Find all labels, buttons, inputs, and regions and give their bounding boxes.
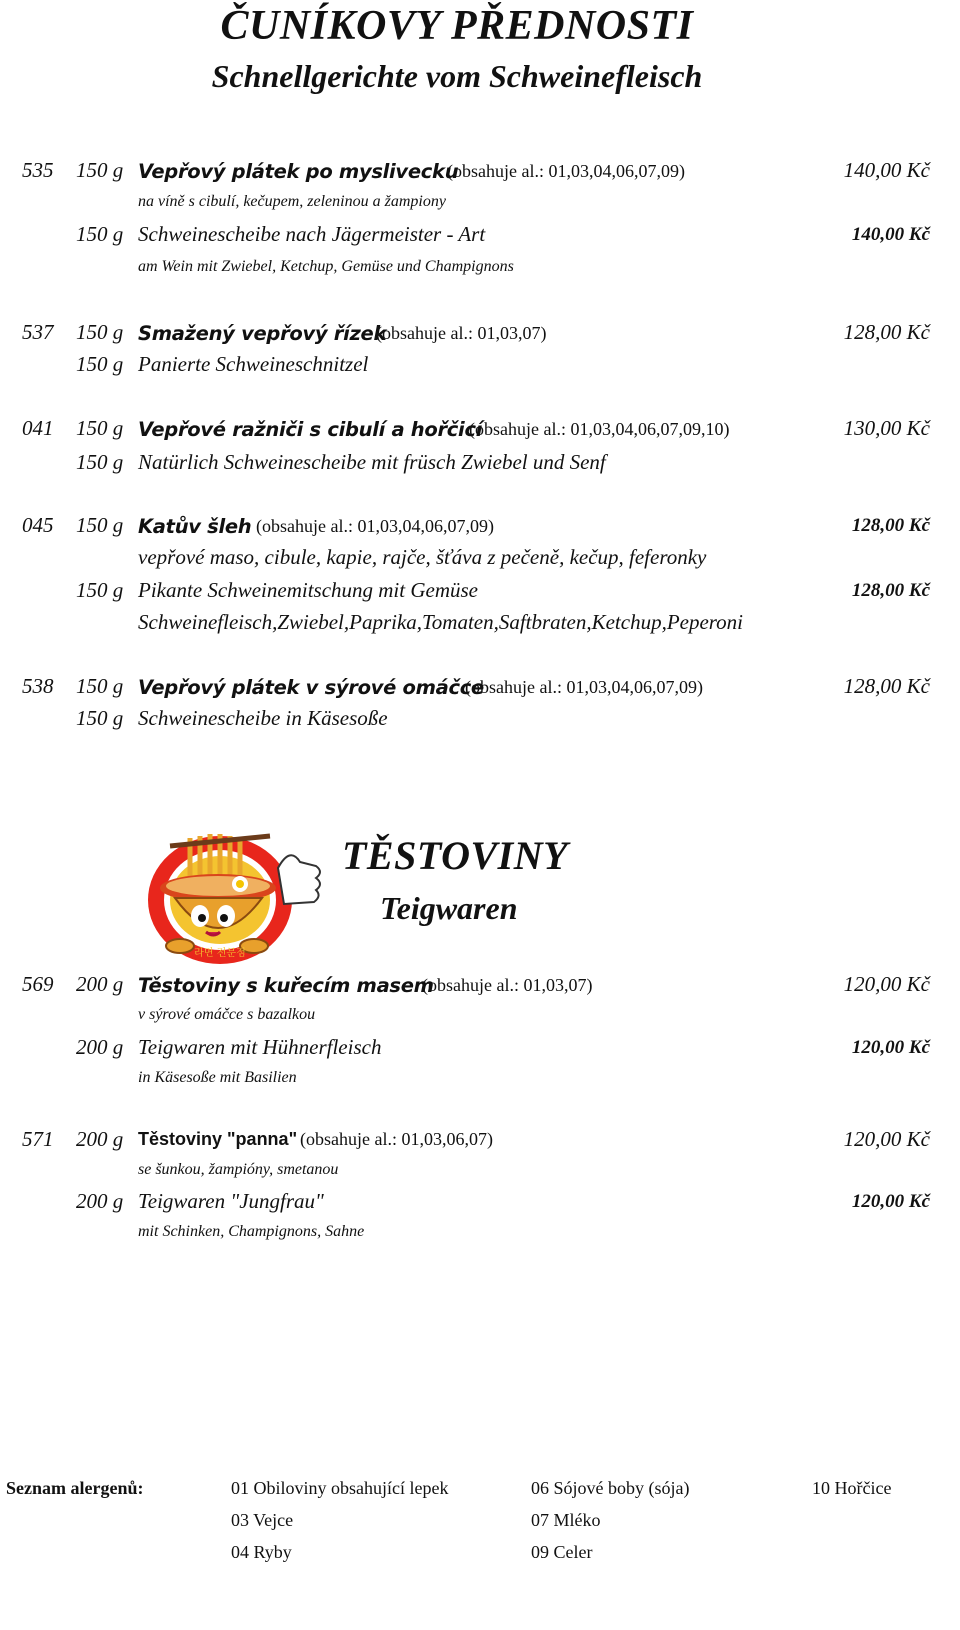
item-allergens: (obsahuje al.: 01,03,04,06,07,09) [447, 161, 685, 181]
item-price-de: 120,00 Kč [851, 1037, 930, 1058]
item-name-cz: Katův šleh [138, 515, 252, 538]
logo-text: 라면 전문점 [194, 948, 246, 959]
item-desc-de: mit Schinken, Champignons, Sahne [138, 1223, 365, 1240]
item-allergens: (obsahuje al.: 01,03,06,07) [300, 1129, 493, 1149]
allergen-entry: 06 Sójové boby (sója) [531, 1478, 690, 1498]
item-desc-cz: v sýrové omáčce s bazalkou [138, 1006, 316, 1023]
item-number: 041 [22, 416, 54, 440]
item-name-cz: Vepřový plátek v sýrové omáčce [138, 676, 484, 699]
item-name-cz: Vepřový plátek po myslivecku [138, 160, 459, 183]
item-weight-de: 150 g [76, 578, 124, 602]
item-allergens: (obsahuje al.: 01,03,04,06,07,09) [256, 516, 494, 536]
item-number: 538 [22, 674, 54, 698]
item-weight-de: 150 g [76, 450, 124, 474]
item-weight-de: 150 g [76, 352, 124, 376]
item-desc-cz: vepřové maso, cibule, kapie, rajče, šťáva z pečeně, kečup, feferonky [138, 545, 707, 569]
item-weight: 200 g [76, 972, 124, 996]
item-desc-de: Schweinefleisch,Zwiebel,Paprika,Tomaten,Saftbraten,Ketchup,Peperoni [138, 610, 744, 634]
item-desc-de: am Wein mit Zwiebel, Ketchup, Gemüse und Champignons [138, 258, 514, 275]
item-weight-de: 150 g [76, 706, 124, 730]
noodle-shop-logo [140, 828, 330, 968]
item-price: 128,00 Kč [843, 320, 930, 344]
item-allergens: (obsahuje al.: 01,03,07) [376, 323, 547, 343]
item-name-de: Teigwaren mit Hühnerfleisch [138, 1035, 382, 1059]
item-allergens: (obsahuje al.: 01,03,07) [422, 975, 593, 995]
item-name-de: Pikante Schweinemitschung mit Gemüse [138, 578, 478, 602]
allergen-list-label: Seznam alergenů: [6, 1478, 144, 1498]
item-price-de: 120,00 Kč [851, 1191, 930, 1212]
item-price: 140,00 Kč [843, 158, 930, 182]
allergen-entry: 10 Hořčice [812, 1478, 892, 1498]
item-weight: 150 g [76, 513, 124, 537]
item-weight: 150 g [76, 674, 124, 698]
item-name-de: Schweinescheibe nach Jägermeister - Art [138, 222, 486, 246]
item-weight: 200 g [76, 1127, 124, 1151]
item-name-cz: Smažený vepřový řízek [138, 322, 387, 345]
item-number: 535 [22, 158, 54, 182]
item-number: 571 [22, 1127, 54, 1151]
item-desc-de: in Käsesoße mit Basilien [138, 1069, 297, 1086]
page-subtitle: Schnellgerichte vom Schweinefleisch [211, 58, 703, 94]
item-weight-de: 150 g [76, 222, 124, 246]
allergen-entry: 07 Mléko [531, 1510, 601, 1530]
item-number: 045 [22, 513, 54, 537]
item-name-de: Teigwaren "Jungfrau" [138, 1189, 324, 1213]
item-name-de: Schweinescheibe in Käsesoße [138, 706, 388, 730]
item-number: 569 [22, 972, 54, 996]
item-price-de: 140,00 Kč [851, 224, 930, 245]
item-name-cz: Těstoviny "panna" [138, 1129, 298, 1149]
item-weight: 150 g [76, 320, 124, 344]
page-title: ČUNÍKOVY PŘEDNOSTI [220, 3, 694, 49]
item-weight-de: 200 g [76, 1189, 124, 1213]
allergen-entry: 09 Celer [531, 1542, 593, 1562]
item-allergens: (obsahuje al.: 01,03,04,06,07,09) [465, 677, 703, 697]
item-weight: 150 g [76, 158, 124, 182]
item-name-cz: Těstoviny s kuřecím masem [138, 974, 434, 997]
item-price-de: 128,00 Kč [851, 580, 930, 601]
item-name-de: Panierte Schweineschnitzel [138, 352, 369, 376]
item-desc-cz: na víně s cibulí, kečupem, zeleninou a žampiony [138, 193, 446, 210]
item-weight-de: 200 g [76, 1035, 124, 1059]
item-price: 128,00 Kč [843, 674, 930, 698]
item-price: 120,00 Kč [843, 1127, 930, 1151]
item-price: 130,00 Kč [843, 416, 930, 440]
item-number: 537 [22, 320, 54, 344]
pasta-section-subtitle: Teigwaren [380, 890, 518, 926]
allergen-entry: 01 Obiloviny obsahující lepek [231, 1478, 449, 1498]
item-name-de: Natürlich Schweinescheibe mit früsch Zwiebel und Senf [138, 450, 606, 474]
item-desc-cz: se šunkou, žampióny, smetanou [138, 1161, 339, 1178]
item-weight: 150 g [76, 416, 124, 440]
item-allergens: (obsahuje al.: 01,03,04,06,07,09,10) [469, 419, 730, 439]
pasta-section-title: TĚSTOVINY [342, 833, 569, 878]
item-name-cz: Vepřové ražniči s cibulí a hořčicí [138, 418, 483, 441]
allergen-entry: 04 Ryby [231, 1542, 292, 1562]
item-price: 128,00 Kč [851, 515, 930, 536]
allergen-entry: 03 Vejce [231, 1510, 294, 1530]
item-price: 120,00 Kč [843, 972, 930, 996]
